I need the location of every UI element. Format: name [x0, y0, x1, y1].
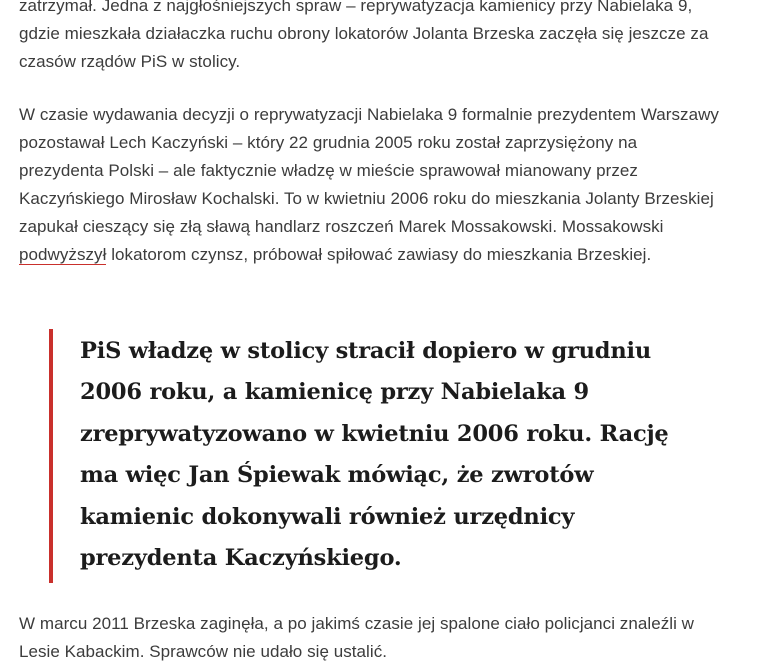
link-podwyzszyl[interactable]: podwyższył — [19, 245, 107, 264]
paragraph-reprivatization-intro: zatrzymał. Jedna z najgłośniejszych spraw – reprywatyzacja kamienicy przy Nabielaka 9, gdzie mieszkała działaczka ruchu obrony lokatorów Jolanta Brzeska zaczęła się jeszcze za czasów rządów PiS w stolicy. — [19, 0, 709, 71]
paragraph-nabielaka-decision — [19, 101, 719, 269]
pull-quote — [49, 329, 713, 583]
paragraph-text-after-link: lokatorom czynsz, próbował spiłować zawiasy do mieszkania Brzeskiej. — [106, 245, 652, 264]
pull-quote-text: PiS władzę w stolicy stracił dopiero w grudniu 2006 roku, a kamienicę przy Nabielaka 9 zreprywatyzowano w kwietniu 2006 roku. Rację ma więc Jan Śpiewak mówiąc, że zwrotów kamienic dokonywali również urzędnicy prezydenta Kaczyńskiego. — [80, 338, 669, 572]
paragraph-brzeska-disappearance: W marcu 2011 Brzeska zaginęła, a po jakimś czasie jej spalone ciało policjanci znaleźli w Lesie Kabackim. Sprawców nie udało się ustalić. — [19, 614, 695, 661]
paragraph-text-before-link: W czasie wydawania decyzji o reprywatyzacji Nabielaka 9 formalnie prezydentem Warszawy pozostawał Lech Kaczyński – który 22 grudnia 2005 roku został zaprzysiężony na prezydenta Polski – ale faktycznie władzę w mieście sprawował mianowany przez Kaczyńskiego Mirosław Kochalski. To w kwietniu 2006 roku do mieszkania Jolanty Brzeskiej zapukał cieszący się złą sławą handlarz roszczeń Marek Mossakowski. Mossakowski — [19, 105, 719, 236]
